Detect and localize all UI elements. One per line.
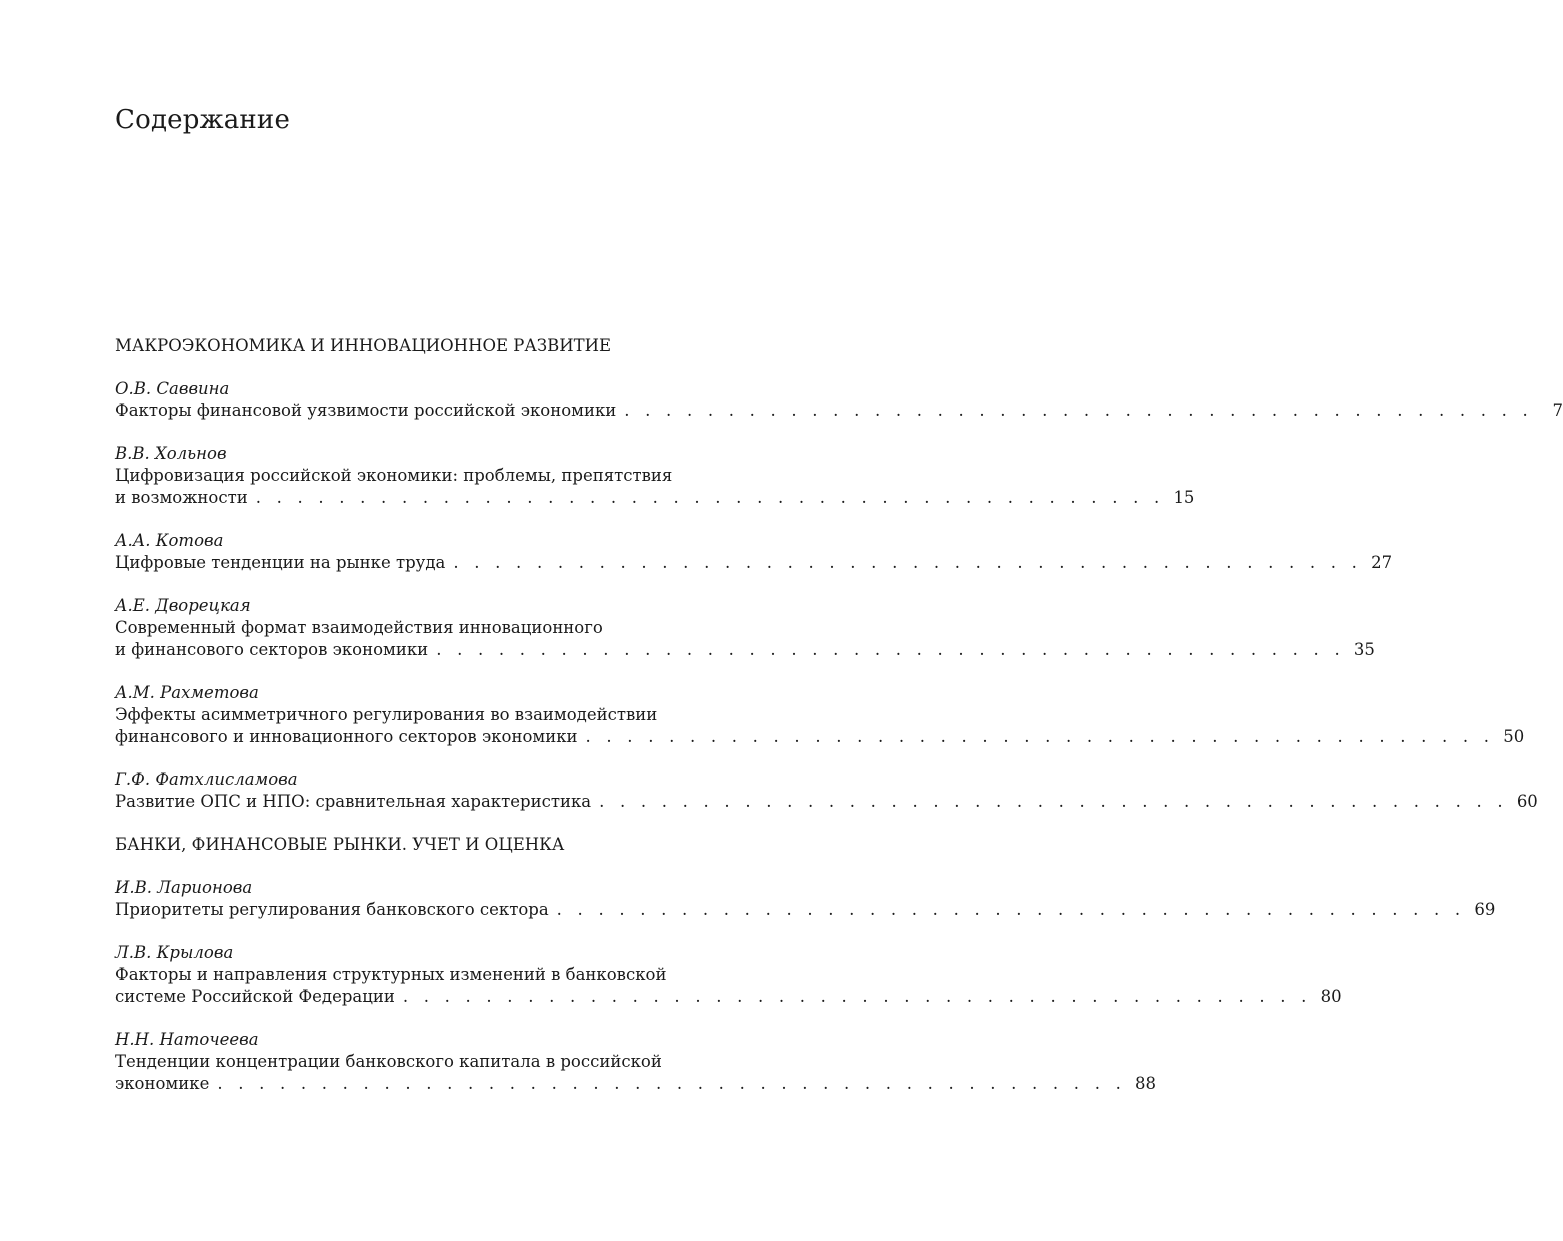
entry-title-continued: и финансового секторов экономики <box>115 640 429 659</box>
entry-author: А.А. Котова <box>115 531 224 550</box>
toc-entry[interactable] <box>115 769 1538 813</box>
entry-page-number: 27 <box>1371 553 1393 572</box>
dot-leader: . . . . . . . . . . . . . . . . . . . . . . . . . . . . . . . . . . . . . . . . . . . . <box>255 488 1165 507</box>
entry-title: Эффекты асимметричного регулирования во взаимодействии <box>115 705 658 724</box>
entry-page-number: 50 <box>1503 727 1525 746</box>
table-of-contents <box>115 335 1563 1116</box>
entry-last-line <box>115 487 1195 509</box>
entry-last-line <box>115 552 1393 574</box>
entry-author: Г.Ф. Фатхлисламова <box>115 770 298 789</box>
toc-entry[interactable] <box>115 443 1195 509</box>
dot-leader: . . . . . . . . . . . . . . . . . . . . . . . . . . . . . . . . . . . . . . . . . . . . <box>217 1074 1127 1093</box>
toc-entry[interactable] <box>115 942 1342 1008</box>
entry-page-number: 69 <box>1474 900 1496 919</box>
entry-title-continued: и возможности <box>115 488 248 507</box>
entry-page-number: 35 <box>1353 640 1375 659</box>
toc-entry[interactable] <box>115 595 1375 661</box>
toc-entry[interactable] <box>115 877 1496 921</box>
dot-leader: . . . . . . . . . . . . . . . . . . . . . . . . . . . . . . . . . . . . . . . . . . . . <box>556 900 1466 919</box>
entry-page-number: 80 <box>1320 987 1342 1006</box>
page-title: Содержание <box>115 105 291 135</box>
entry-author: Н.Н. Наточеева <box>115 1030 259 1049</box>
entry-author: А.Е. Дворецкая <box>115 596 251 615</box>
toc-entry[interactable] <box>115 378 1563 422</box>
entry-author: Л.В. Крылова <box>115 943 234 962</box>
section-heading: МАКРОЭКОНОМИКА И ИННОВАЦИОННОЕ РАЗВИТИЕ <box>115 336 612 355</box>
dot-leader: . . . . . . . . . . . . . . . . . . . . . . . . . . . . . . . . . . . . . . . . . . . . <box>402 987 1312 1006</box>
entry-author: И.В. Ларионова <box>115 878 253 897</box>
dot-leader: . . . . . . . . . . . . . . . . . . . . . . . . . . . . . . . . . . . . . . . . . . . . <box>585 727 1495 746</box>
entry-title: Современный формат взаимодействия инновационного <box>115 618 603 637</box>
entry-title: Развитие ОПС и НПО: сравнительная характеристика <box>115 792 592 811</box>
entry-last-line <box>115 400 1563 422</box>
dot-leader: . . . . . . . . . . . . . . . . . . . . . . . . . . . . . . . . . . . . . . . . . . . . <box>624 401 1533 420</box>
entry-page-number: 60 <box>1516 792 1538 811</box>
entry-title-continued: финансового и инновационного секторов экономики <box>115 727 578 746</box>
dot-leader: . . . . . . . . . . . . . . . . . . . . . . . . . . . . . . . . . . . . . . . . . . . . <box>599 792 1508 811</box>
entry-title: Цифровизация российской экономики: проблемы, препятствия <box>115 466 673 485</box>
entry-page-number: 88 <box>1135 1074 1157 1093</box>
toc-entry[interactable] <box>115 1029 1157 1095</box>
entry-title-continued: системе Российской Федерации <box>115 987 395 1006</box>
entry-author: А.М. Рахметова <box>115 683 259 702</box>
entry-title: Цифровые тенденции на рынке труда <box>115 553 446 572</box>
toc-entry[interactable] <box>115 682 1525 748</box>
entry-title: Тенденции концентрации банковского капитала в российской <box>115 1052 662 1071</box>
entry-page-number: 15 <box>1173 488 1195 507</box>
entry-title: Факторы и направления структурных изменений в банковской <box>115 965 667 984</box>
entry-last-line <box>115 791 1538 813</box>
toc-entry[interactable] <box>115 530 1393 574</box>
entry-author: О.В. Саввина <box>115 379 230 398</box>
entry-title: Приоритеты регулирования банковского сектора <box>115 900 549 919</box>
entry-last-line <box>115 986 1342 1008</box>
entry-page-number: 7 <box>1552 401 1563 420</box>
entry-last-line <box>115 639 1375 661</box>
entry-author: В.В. Хольнов <box>115 444 227 463</box>
entry-last-line <box>115 726 1525 748</box>
entry-title: Факторы финансовой уязвимости российской экономики <box>115 401 617 420</box>
entry-last-line <box>115 899 1496 921</box>
dot-leader: . . . . . . . . . . . . . . . . . . . . . . . . . . . . . . . . . . . . . . . . . . . . <box>453 553 1363 572</box>
dot-leader: . . . . . . . . . . . . . . . . . . . . . . . . . . . . . . . . . . . . . . . . . . . . <box>436 640 1345 659</box>
section-heading: БАНКИ, ФИНАНСОВЫЕ РЫНКИ. УЧЕТ И ОЦЕНКА <box>115 835 565 854</box>
entry-title-continued: экономике <box>115 1074 210 1093</box>
entry-last-line <box>115 1073 1157 1095</box>
